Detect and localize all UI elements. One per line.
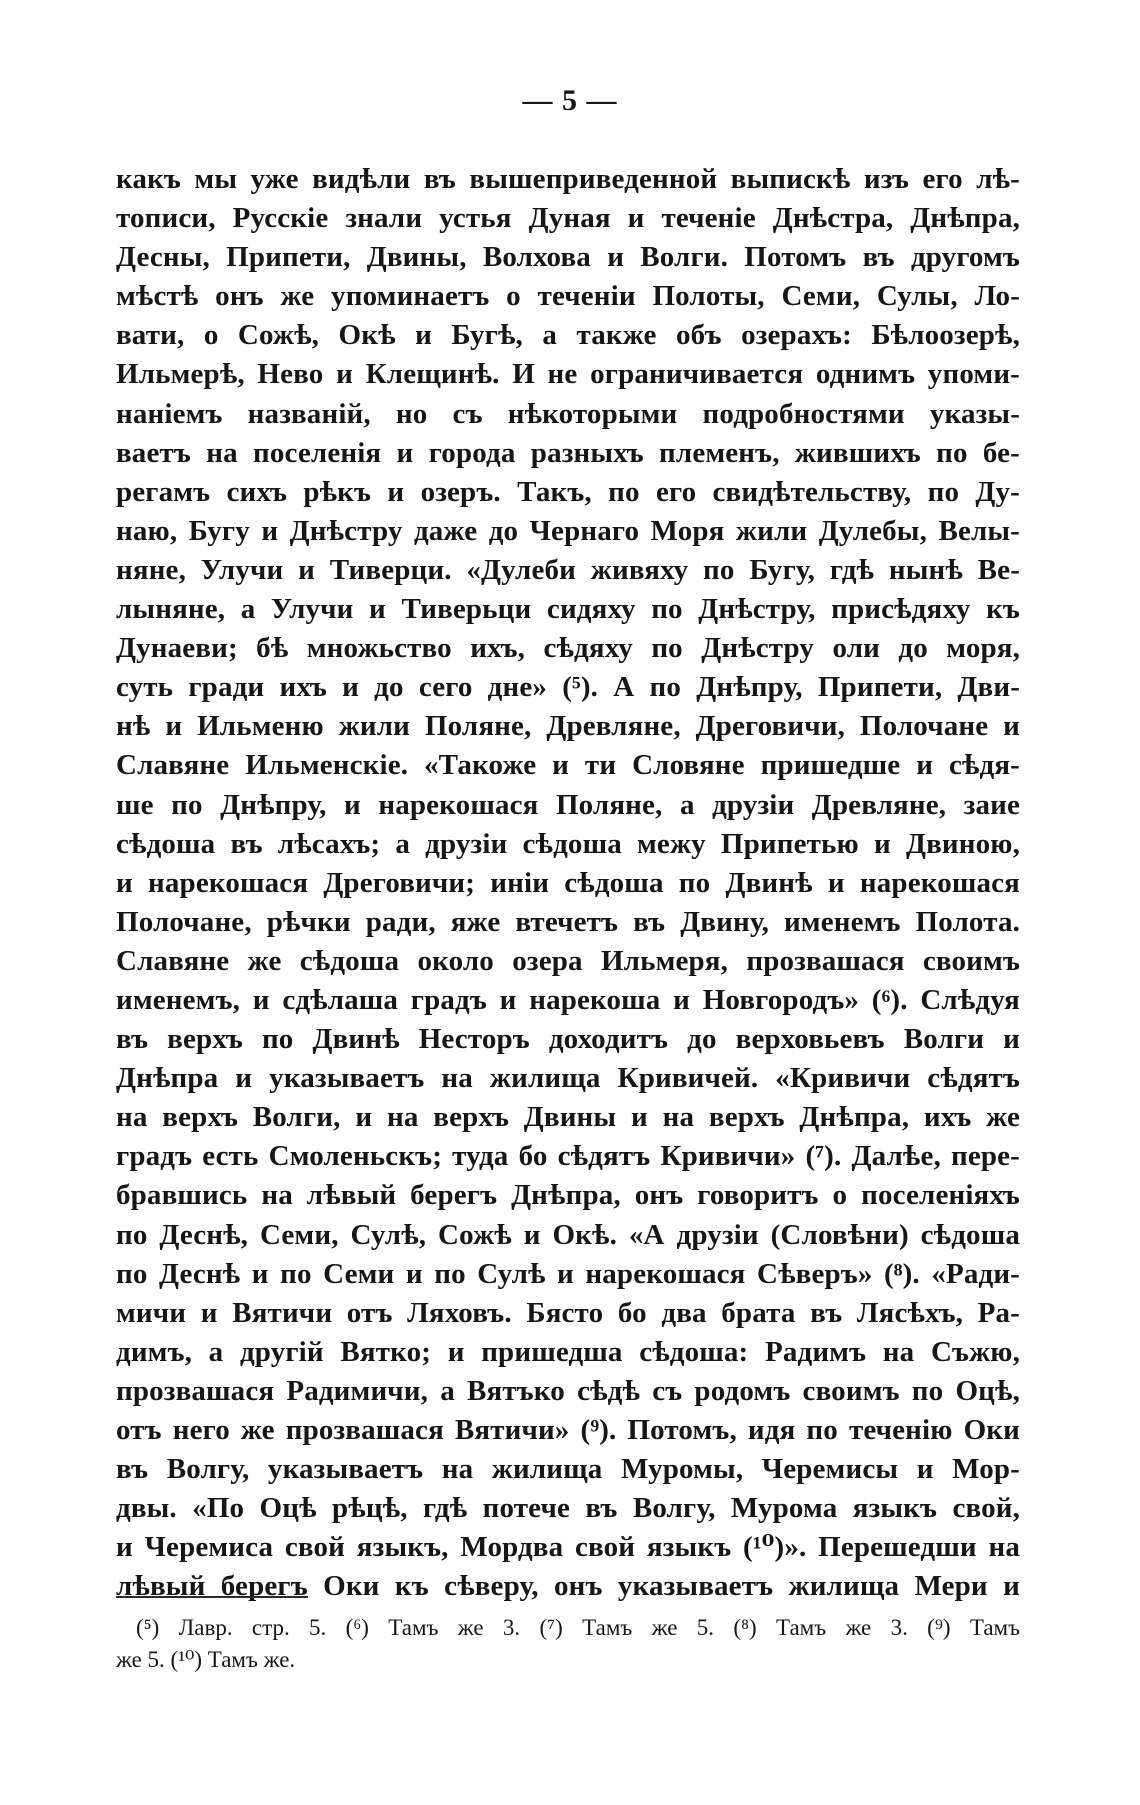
footnote-line: же 5. (¹⁰) Тамъ же. bbox=[116, 1647, 296, 1672]
text-line: Славяне же сѣдоша около озера Ильмеря, прозвашася своимъ bbox=[116, 944, 1020, 977]
text-line: Полочане, рѣчки ради, яже втечетъ въ Двину, именемъ Полота. bbox=[116, 905, 1020, 938]
text-line: Дунаеви; бѣ множьство ихъ, сѣдяху по Днѣстру оли до моря, bbox=[116, 632, 1020, 665]
text-line: въ Волгу, указываетъ на жилища Муромы, Черемисы и Мор- bbox=[116, 1453, 1020, 1486]
text-line: въ верхъ по Двинѣ Несторъ доходитъ до верховьевъ Волги и bbox=[116, 1023, 1020, 1056]
text-line: тописи, Русскіе знали устья Дуная и теченіе Днѣстра, Днѣпра, bbox=[116, 202, 1020, 235]
text-line: ше по Днѣпру, и нарекошася Поляне, а друзіи Древляне, заие bbox=[116, 788, 1020, 821]
text-line: Ильмерѣ, Нево и Клещинѣ. И не ограничивается однимъ упоми- bbox=[116, 358, 1020, 391]
footnote-divider bbox=[116, 1596, 308, 1598]
body-text bbox=[116, 160, 1020, 1606]
text-line: регамъ сихъ рѣкъ и озеръ. Такъ, по его свидѣтельству, по Ду- bbox=[116, 475, 1020, 508]
text-line: и Черемиса свой языкъ, Мордва свой языкъ (¹⁰)». Перешедши на bbox=[116, 1531, 1020, 1564]
text-line: Днѣпра и указываетъ на жилища Кривичей. «Кривичи сѣдятъ bbox=[116, 1062, 1020, 1095]
text-line: няне, Улучи и Тиверци. «Дулеби живяху по Бугу, гдѣ нынѣ Ве- bbox=[116, 553, 1020, 586]
text-line: какъ мы уже видѣли въ вышеприведенной выпискѣ изъ его лѣ- bbox=[116, 163, 1020, 195]
text-line: бравшись на лѣвый берегъ Днѣпра, онъ говоритъ о поселеніяхъ bbox=[116, 1179, 1020, 1212]
page-number: — 5 — bbox=[522, 84, 618, 117]
footnote-line: (⁵) Лавр. стр. 5. (⁶) Тамъ же 3. (⁷) Тамъ же 5. (⁸) Тамъ же 3. (⁹) Тамъ bbox=[136, 1615, 1020, 1640]
text-line: нѣ и Ильменю жили Поляне, Древляне, Дреговичи, Полочане и bbox=[116, 710, 1020, 743]
text-line: наніемъ названій, но съ нѣкоторыми подробностями указы- bbox=[116, 397, 1020, 430]
text-line: димъ, а другій Вятко; и пришедша сѣдоша: Радимъ на Съжю, bbox=[116, 1335, 1020, 1368]
footnotes bbox=[116, 1612, 1020, 1676]
text-line: ваетъ на поселенія и города разныхъ племенъ, жившихъ по бе- bbox=[116, 436, 1020, 469]
text-line: Десны, Припети, Двины, Волхова и Волги. Потомъ въ другомъ bbox=[116, 241, 1020, 274]
text-line: отъ него же прозвашася Вятичи» (⁹). Потомъ, идя по теченію Оки bbox=[116, 1414, 1020, 1446]
text-line: мичи и Вятичи отъ Ляховъ. Бясто бо два брата въ Лясѣхъ, Ра- bbox=[116, 1296, 1020, 1329]
text-line: суть гради ихъ и до сего дне» (⁵). А по Днѣпру, Припети, Дви- bbox=[116, 671, 1020, 704]
text-line: по Деснѣ и по Семи и по Сулѣ и нарекошася Сѣверъ» (⁸). «Ради- bbox=[116, 1257, 1020, 1290]
text-line: двы. «По Оцѣ рѣцѣ, гдѣ потече въ Волгу, Мурома языкъ свой, bbox=[116, 1492, 1020, 1525]
text-line: вати, о Сожѣ, Окѣ и Бугѣ, а также объ озерахъ: Бѣлоозерѣ, bbox=[116, 319, 1020, 352]
text-line: сѣдоша въ лѣсахъ; а друзіи сѣдоша межу Припетью и Двиною, bbox=[116, 827, 1020, 860]
text-line: лѣвый берегъ Оки къ сѣверу, онъ указываетъ жилища Мери и bbox=[116, 1570, 1020, 1603]
text-line: лыняне, а Улучи и Тиверьци сидяху по Днѣстру, присѣдяху къ bbox=[116, 593, 1020, 626]
text-line: именемъ, и сдѣлаша градъ и нарекоша и Новгородъ» (⁶). Слѣдуя bbox=[116, 983, 1020, 1016]
text-line: Славяне Ильменскіе. «Такоже и ти Словяне пришедше и сѣдя- bbox=[116, 749, 1020, 782]
text-line: и нарекошася Дреговичи; иніи сѣдоша по Двинѣ и нарекошася bbox=[116, 866, 1020, 899]
text-line: мѣстѣ онъ же упоминаетъ о теченіи Полоты, Семи, Сулы, Ло- bbox=[116, 280, 1020, 313]
text-line: градъ есть Смоленьскъ; туда бо сѣдятъ Кривичи» (⁷). Далѣе, пере- bbox=[116, 1140, 1020, 1173]
text-line: на верхъ Волги, и на верхъ Двины и на верхъ Днѣпра, ихъ же bbox=[116, 1101, 1020, 1134]
text-line: по Деснѣ, Семи, Сулѣ, Сожѣ и Окѣ. «А друзіи (Словѣни) сѣдоша bbox=[116, 1218, 1020, 1251]
text-line: прозвашася Радимичи, а Вятъко сѣдѣ съ родомъ своимъ по Оцѣ, bbox=[116, 1374, 1020, 1407]
text-line: наю, Бугу и Днѣстру даже до Чернаго Моря жили Дулебы, Велы- bbox=[116, 514, 1020, 547]
